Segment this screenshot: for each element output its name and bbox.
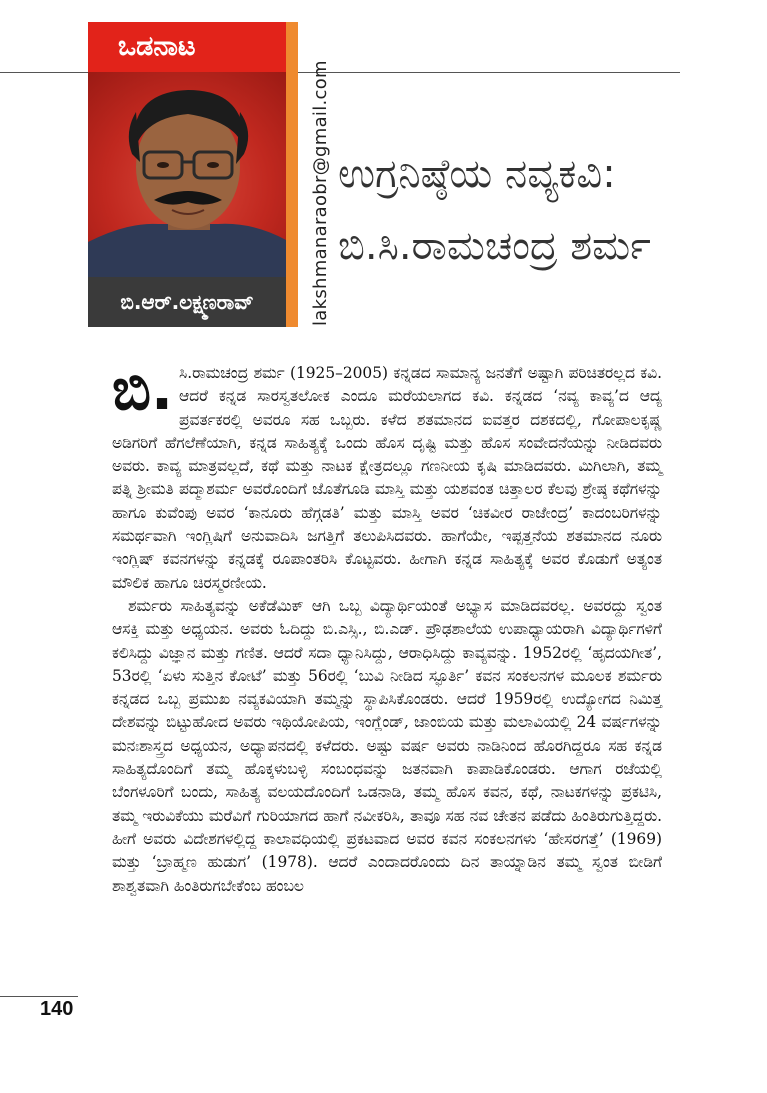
- accent-strip: [286, 22, 298, 327]
- paragraph-1-text: ಸಿ.ರಾಮಚಂದ್ರ ಶರ್ಮ (1925–2005) ಕನ್ನಡದ ಸಾಮಾನ್ಯ ಜನತೆಗೆ ಅಷ್ಟಾಗಿ ಪರಿಚಿತರಲ್ಲದ ಕವಿ. ಆದರೆ ಕನ್ನಡ ಸಾರಸ್ವತಲೋಕ ಎಂದೂ ಮರೆಯಲಾಗದ ಕವಿ. ಕನ್ನಡದ ‘ನವ್ಯ ಕಾವ್ಯ’ದ ಆದ್ಯ ಪ್ರವರ್ತಕರಲ್ಲಿ ಅವರೂ ಸಹ ಒಬ್ಬರು. ಕಳೆದ ಶತಮಾನದ ಐವತ್ತರ ದಶಕದಲ್ಲಿ, ಗೋಪಾಲಕೃಷ್ಣ ಅಡಿಗರಿಗೆ ಹೆಗಲೆಣೆಯಾಗಿ, ಕನ್ನಡ ಸಾಹಿತ್ಯಕ್ಕೆ ಒಂದು ಹೊಸ ದೃಷ್ಟಿ ಮತ್ತು ಹೊಸ ಸಂವೇದನೆಯನ್ನು ನೀಡಿದವರು ಅವರು. ಕಾವ್ಯ ಮಾತ್ರವಲ್ಲದೆ, ಕಥೆ ಮತ್ತು ನಾಟಕ ಕ್ಷೇತ್ರದಲ್ಲೂ ಗಣನೀಯ ಕೃಷಿ ಮಾಡಿದವರು. ಮಿಗಿಲಾಗಿ, ತಮ್ಮ ಪತ್ನಿ ಶ್ರೀಮತಿ ಪದ್ಮಾಶರ್ಮ ಅವರೊಂದಿಗೆ ಜೊತೆಗೂಡಿ ಮಾಸ್ತಿ ಮತ್ತು ಯಶವಂತ ಚಿತ್ತಾಲರ ಕೆಲವು ಶ್ರೇಷ್ಠ ಕಥೆಗಳನ್ನು ಹಾಗೂ ಕುವೆಂಪು ಅವರ ‘ಕಾನೂರು ಹೆಗ್ಗಡತಿ’ ಮತ್ತು ಮಾಸ್ತಿ ಅವರ ‘ಚಿಕವೀರ ರಾಜೇಂದ್ರ’ ಕಾದಂಬರಿಗಳನ್ನು ಸಮರ್ಥವಾಗಿ ಇಂಗ್ಲಿಷಿಗೆ ಅನುವಾದಿಸಿ ಜಗತ್ತಿಗೆ ತಲುಪಿಸಿದವರು. ಹಾಗೆಯೇ, ಇಪ್ಪತ್ತನೆಯ ಶತಮಾನದ ನೂರು ಇಂಗ್ಲಿಷ್ ಕವನಗಳನ್ನು ಕನ್ನಡಕ್ಕೆ ರೂಪಾಂತರಿಸಿ ಕೊಟ್ಟವರು. ಹೀಗಾಗಿ ಕನ್ನಡ ಸಾಹಿತ್ಯಕ್ಕೆ ಅವರ ಕೊಡುಗೆ ಅತ್ಯಂತ ಮೌಲಿಕ ಹಾಗೂ ಚಿರಸ್ಮರಣೀಯ.: [112, 364, 662, 592]
- headline-line-2: ಬಿ.ಸಿ.ರಾಮಚಂದ್ರ ಶರ್ಮ: [338, 223, 651, 269]
- headline-line-1: ಉಗ್ರನಿಷ್ಠೆಯ ನವ್ಯಕವಿ:: [338, 151, 616, 197]
- author-name-bar: [88, 277, 286, 327]
- author-name: ಬಿ.ಆರ್.ಲಕ್ಷ್ಮಣರಾವ್: [120, 290, 254, 314]
- author-portrait: [88, 72, 286, 277]
- drop-cap: ಬಿ.: [112, 355, 174, 423]
- section-label: ಒಡನಾಟ: [118, 31, 196, 62]
- footer-rule: [0, 996, 78, 997]
- paragraph-1: [112, 355, 662, 595]
- paragraph-2: [112, 595, 662, 898]
- paragraph-2-text: ಶರ್ಮರು ಸಾಹಿತ್ಯವನ್ನು ಅಕೆಡೆಮಿಕ್ ಆಗಿ ಒಬ್ಬ ವಿದ್ಯಾರ್ಥಿಯಂತೆ ಅಭ್ಯಾಸ ಮಾಡಿದವರಲ್ಲ. ಅವರದ್ದು ಸ್ವಂತ ಆಸಕ್ತಿ ಮತ್ತು ಅಧ್ಯಯನ. ಅವರು ಓದಿದ್ದು ಬಿ.ಎಸ್ಸಿ., ಬಿ.ಎಡ್. ಪ್ರೌಢಶಾಲೆಯ ಉಪಾಧ್ಯಾಯರಾಗಿ ವಿದ್ಯಾರ್ಥಿಗಳಿಗೆ ಕಲಿಸಿದ್ದು ವಿಜ್ಞಾನ ಮತ್ತು ಗಣಿತ. ಆದರೆ ಸದಾ ಧ್ಯಾನಿಸಿದ್ದು, ಆರಾಧಿಸಿದ್ದು ಕಾವ್ಯವನ್ನು. 1952ರಲ್ಲಿ ‘ಹೃದಯಗೀತ’, 53ರಲ್ಲಿ ‘ಏಳು ಸುತ್ತಿನ ಕೋಟೆ’ ಮತ್ತು 56ರಲ್ಲಿ ‘ಬುವಿ ನೀಡಿದ ಸ್ಫೂರ್ತಿ’ ಕವನ ಸಂಕಲನಗಳ ಮೂಲಕ ಶರ್ಮರು ಕನ್ನಡದ ಒಬ್ಬ ಪ್ರಮುಖ ನವ್ಯಕವಿಯಾಗಿ ತಮ್ಮನ್ನು ಸ್ಥಾಪಿಸಿಕೊಂಡರು. ಆದರೆ 1959ರಲ್ಲಿ ಉದ್ಯೋಗದ ನಿಮಿತ್ತ ದೇಶವನ್ನು ಬಿಟ್ಟುಹೋದ ಅವರು ಇಥಿಯೋಪಿಯ, ಇಂಗ್ಲೆಂಡ್, ಜಾಂಬಿಯ ಮತ್ತು ಮಲಾವಿಯಲ್ಲಿ 24 ವರ್ಷಗಳನ್ನು ಮನಃಶಾಸ್ತ್ರದ ಅಧ್ಯಯನ, ಅಧ್ಯಾಪನದಲ್ಲಿ ಕಳೆದರು. ಅಷ್ಟು ವರ್ಷ ಅವರು ನಾಡಿನಿಂದ ಹೊರಗಿದ್ದರೂ ಸಹ ಕನ್ನಡ ಸಾಹಿತ್ಯದೊಂದಿಗೆ ತಮ್ಮ ಹೊಕ್ಕಳುಬಳ್ಳಿ ಸಂಬಂಧವನ್ನು ಜತನವಾಗಿ ಕಾಪಾಡಿಕೊಂಡರು. ಆಗಾಗ ರಜೆಯಲ್ಲಿ ಬೆಂಗಳೂರಿಗೆ ಬಂದು, ಸಾಹಿತ್ಯ ವಲಯದೊಂದಿಗೆ ಒಡನಾಡಿ, ತಮ್ಮ ಹೊಸ ಕವನ, ಕಥೆ, ನಾಟಕಗಳನ್ನು ಪ್ರಕಟಿಸಿ, ತಮ್ಮ ಇರುವಿಕೆಯು ಮರೆವಿಗೆ ಗುರಿಯಾಗದ ಹಾಗೆ ನವೀಕರಿಸಿ, ತಾವೂ ಸಹ ನವ ಚೇತನ ಪಡೆದು ಹಿಂತಿರುಗುತ್ತಿದ್ದರು. ಹೀಗೆ ಅವರು ವಿದೇಶಗಳಲ್ಲಿದ್ದ ಕಾಲಾವಧಿಯಲ್ಲಿ ಪ್ರಕಟವಾದ ಅವರ ಕವನ ಸಂಕಲನಗಳು ‘ಹೇಸರಗತ್ತೆ’ (1969) ಮತ್ತು ‘ಬ್ರಾಹ್ಮಣ ಹುಡುಗ’ (1978). ಆದರೆ ಎಂದಾದರೊಂದು ದಿನ ತಾಯ್ನಾಡಿನ ತಮ್ಮ ಸ್ವಂತ ಬೀಡಿಗೆ ಶಾಶ್ವತವಾಗಿ ಹಿಂತಿರುಗಬೇಕೆಂಬ ಹಂಬಲ: [112, 596, 662, 895]
- page-number: 140: [40, 998, 74, 1020]
- author-email: lakshmanaraobr@gmail.com: [310, 60, 331, 326]
- author-photo-illustration: [88, 72, 286, 277]
- article-body: [112, 355, 662, 898]
- section-tab: [88, 22, 286, 72]
- article-headline: [338, 138, 698, 282]
